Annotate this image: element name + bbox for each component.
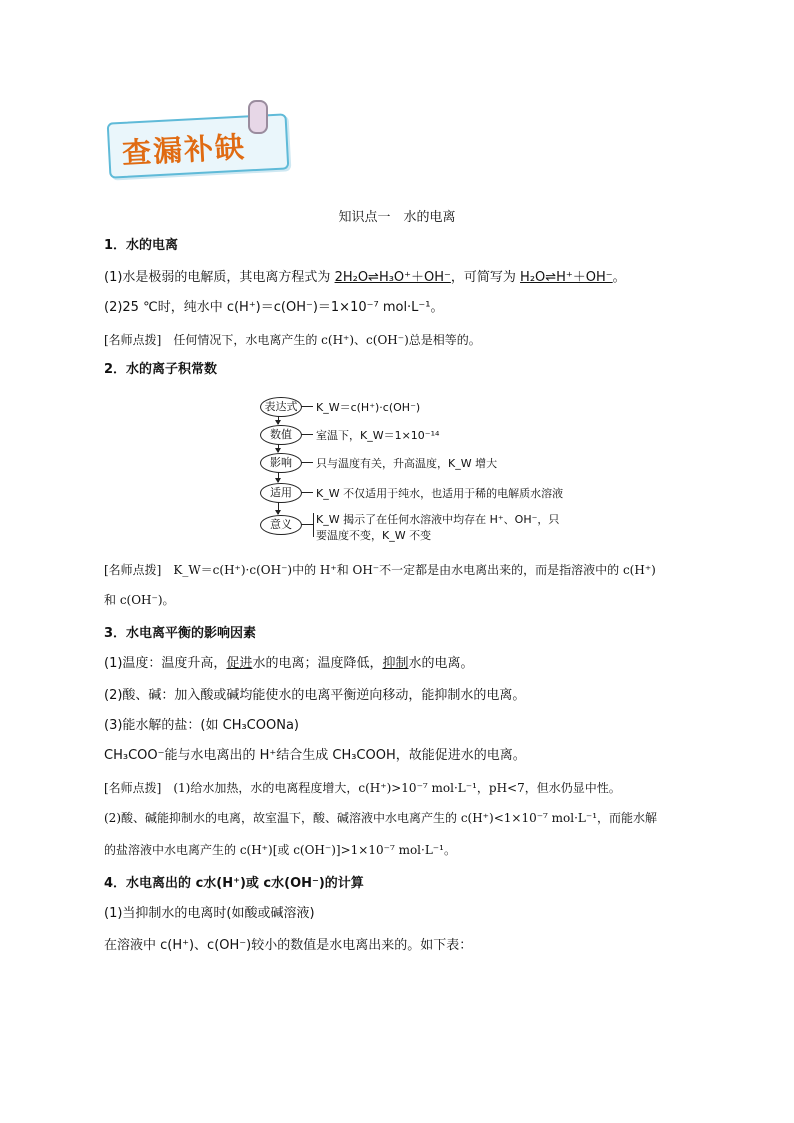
text-segment: 水的电离。: [408, 656, 474, 671]
meaning-text-2: 要温度不变，K_W 不变: [316, 529, 432, 542]
section-title: 知识点一 水的电离: [338, 210, 456, 225]
connector-line: [301, 492, 313, 493]
heading-influencing-factors: 3．水电离平衡的影响因素: [104, 626, 257, 641]
node-influence: 影响: [260, 453, 302, 473]
paragraph-temperature: [104, 654, 473, 674]
teacher-tip-2-line-2: 和 c(OH⁻)。: [104, 593, 175, 607]
paragraph-pure-water: (2)25 ℃时，纯水中 c(H⁺)＝c(OH⁻)＝1×10⁻⁷ mol·L⁻¹。: [104, 300, 444, 315]
text-segment: (1)水是极弱的电解质，其电离方程式为: [104, 270, 335, 285]
section-banner: [104, 110, 290, 174]
arrow-icon: [278, 472, 279, 482]
heading-water-ionization: 1．水的电离: [104, 238, 179, 253]
paperclip-icon: [248, 100, 268, 134]
teacher-tip-3-line-1: [名师点拨] (1)给水加热，水的电离程度增大，c(H⁺)>10⁻⁷ mol·L⁻¹，pH<7，但水仍显中性。: [104, 781, 621, 795]
connector-line: [301, 434, 313, 435]
paragraph-acid-base: (2)酸、碱：加入酸或碱均能使水的电离平衡逆向移动，能抑制水的电离。: [104, 688, 526, 703]
paragraph-acetate: CH₃COO⁻能与水电离出的 H⁺结合生成 CH₃COOH，故能促进水的电离。: [104, 748, 526, 763]
influence-text: 只与温度有关，升高温度，K_W 增大: [316, 457, 498, 470]
value-text: 室温下，K_W＝1×10⁻¹⁴: [316, 429, 440, 442]
text-segment: ，可简写为: [450, 270, 521, 285]
paragraph-ionization-equation: [104, 268, 626, 288]
banner-title: 查漏补缺: [121, 129, 247, 171]
node-applicability: 适用: [260, 483, 302, 503]
paragraph-smaller-value: 在溶液中 c(H⁺)、c(OH⁻)较小的数值是水电离出来的。如下表：: [104, 938, 473, 953]
equation-full: 2H₂O⇌H₃O⁺＋OH⁻: [334, 270, 451, 285]
heading-calculation: 4．水电离出的 c水(H⁺)或 c水(OH⁻)的计算: [104, 876, 364, 891]
paragraph-hydrolyzable-salt: (3)能水解的盐：(如 CH₃COONa): [104, 718, 299, 733]
connector-line: [301, 406, 313, 407]
kw-diagram: [256, 395, 586, 545]
node-meaning: 意义: [260, 515, 302, 535]
arrow-icon: [278, 502, 279, 514]
arrow-icon: [278, 416, 279, 424]
teacher-tip-3-line-2: (2)酸、碱能抑制水的电离，故室温下，酸、碱溶液中水电离产生的 c(H⁺)<1×10⁻⁷ mol·L⁻¹，而能水解: [104, 811, 658, 825]
node-value: 数值: [260, 425, 302, 445]
text-segment: 。: [612, 270, 626, 285]
connector-line: [301, 462, 313, 463]
node-expression: 表达式: [260, 397, 302, 417]
arrow-icon: [278, 444, 279, 452]
answer-inhibit: 抑制: [382, 656, 409, 671]
connector-line: [301, 524, 313, 525]
teacher-tip-2-line-1: [名师点拨] K_W＝c(H⁺)·c(OH⁻)中的 H⁺和 OH⁻不一定都是由水电离出来的，而是指溶液中的 c(H⁺): [104, 563, 656, 577]
teacher-tip-1: [名师点拨] 任何情况下，水电离产生的 c(H⁺)、c(OH⁻)总是相等的。: [104, 333, 481, 347]
meaning-text-1: K_W 揭示了在任何水溶液中均存在 H⁺、OH⁻，只: [316, 513, 560, 526]
expression-text: K_W＝c(H⁺)·c(OH⁻): [316, 401, 421, 414]
applicability-text: K_W 不仅适用于纯水，也适用于稀的电解质水溶液: [316, 487, 564, 500]
text-segment: 水的电离；温度降低，: [252, 656, 383, 671]
text-segment: (1)温度：温度升高，: [104, 656, 227, 671]
heading-ion-product: 2．水的离子积常数: [104, 362, 218, 377]
teacher-tip-3-line-3: 的盐溶液中水电离产生的 c(H⁺)[或 c(OH⁻)]>1×10⁻⁷ mol·L⁻¹。: [104, 843, 456, 857]
equation-simplified: H₂O⇌H⁺＋OH⁻: [520, 270, 613, 285]
paragraph-inhibit-case: (1)当抑制水的电离时(如酸或碱溶液): [104, 906, 315, 921]
answer-promote: 促进: [226, 656, 253, 671]
